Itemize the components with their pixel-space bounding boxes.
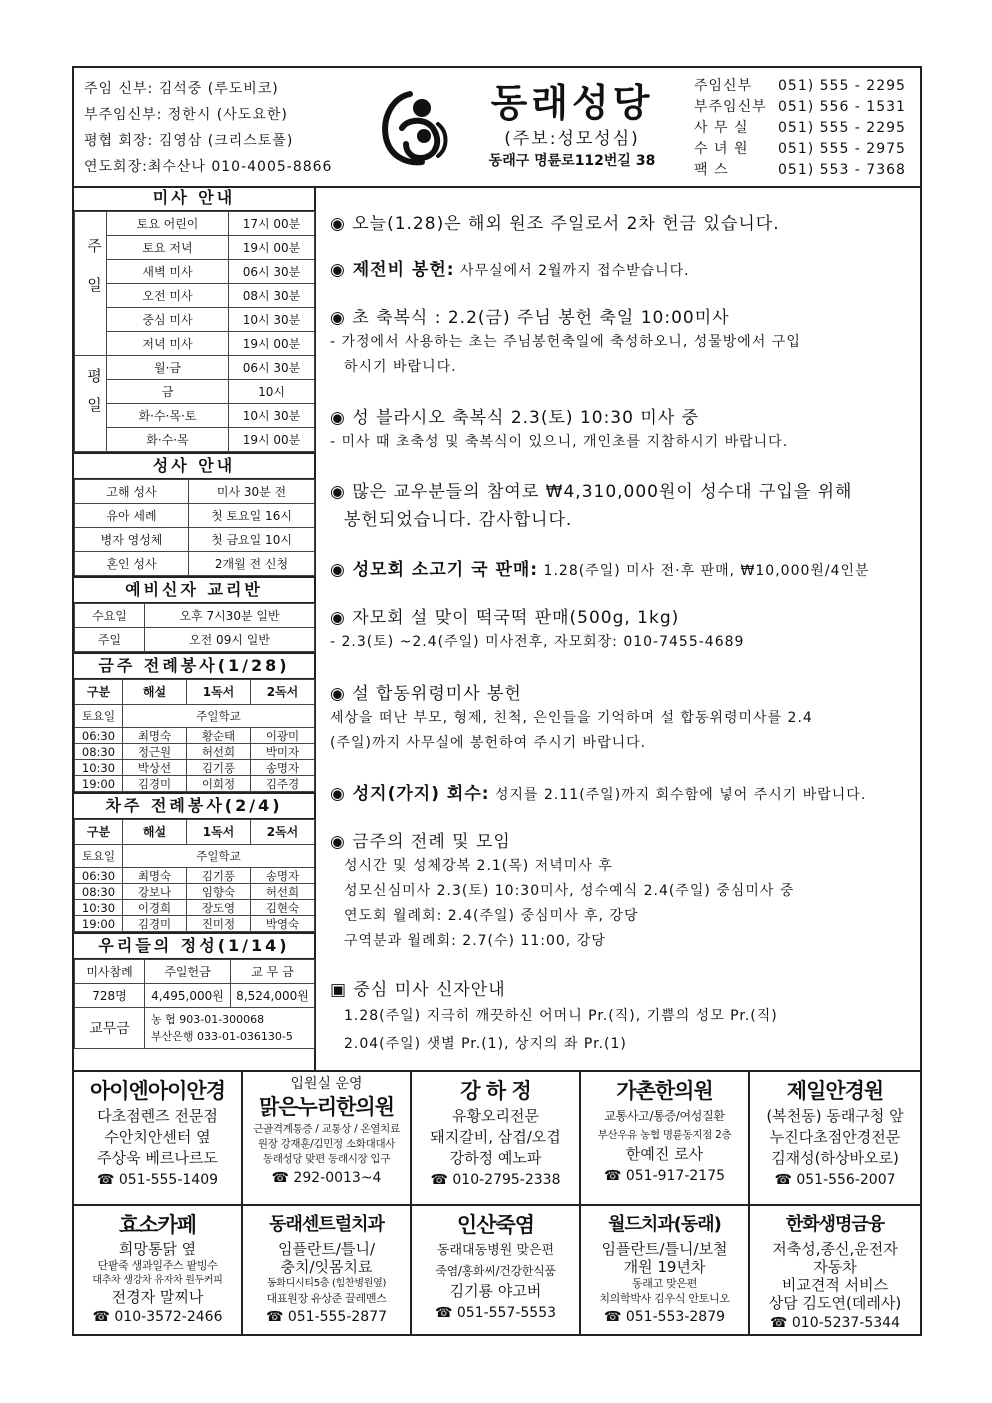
catechumen-title: 예비신자 교리반 [74, 576, 314, 603]
ad-world-dental: 월드치과(동래) 임플란트/틀니/보철 개원 19년차 동래고 맞은편 치의학박사 김우식 안토니오 ☎ 051-553-2879 [581, 1206, 750, 1336]
title-box [462, 78, 682, 172]
ad-hanwha-life: 한화생명금융 저축성,종신,운전자 자동차 비교견적 서비스 상담 김도연(데레사) ☎ 010-5237-5344 [768, 1214, 902, 1331]
ad-hyoso-cafe: 효소카페 희망통닭 옆 단팥죽 생과일주스 팥빙수 대추차 생강차 유자차 원두커피 전경자 말찌나 ☎ 010-3572-2466 [74, 1206, 243, 1336]
notices [316, 186, 920, 1070]
parish-logo-icon [372, 84, 458, 170]
staff-assistant: 부주임신부: 정한시 (사도요한) [84, 107, 288, 123]
catechumen-table: 수요일 오후 7시30분 일반 주일 오전 09시 일반 [74, 603, 315, 652]
patron: (주보:성모성심) [504, 129, 640, 149]
staff-council: 평협 회장: 김영삼 (크리스토폴) [84, 133, 294, 149]
contact-row: 팩 스 051) 553 - 7368 [694, 162, 906, 178]
ad-row-1 [74, 1072, 920, 1204]
mass-title: 미사 안내 [74, 186, 314, 211]
service-next-title: 차주 전례봉사(2/4) [74, 792, 314, 819]
left-column [74, 186, 316, 1070]
bulletin-sheet [72, 66, 922, 1336]
ad-row-2 [74, 1204, 920, 1336]
notice-4: ◉ 성 블라시오 축복식 2.3(토) 10:30 미사 중 - 미사 때 초축성 및 축복식이 있으니, 개인초를 지참하시기 바랍니다. [330, 408, 789, 450]
contacts [694, 76, 916, 181]
notice-3: ◉ 초 축복식 : 2.2(금) 주님 봉헌 축일 10:00미사 - 가정에서 사용하는 초는 주님봉헌축일에 축성하오니, 성물방에서 구입 하시기 바랍니다. [330, 308, 801, 375]
contact-row: 부주임신부 051) 556 - 1531 [694, 99, 906, 115]
notice-10: ◉ 금주의 전례 및 모임 성시간 및 성체강복 2.1(목) 저녁미사 후 성모신심미사 2.3(토) 10:30미사, 성수예식 2.4(주일) 중심미사 중 연도회 월례회: 2.4(주일) 중심미사 후, 강당 구역분과 월례회: 2.7(수) 11:00, 강당 [330, 832, 795, 949]
notice-6: ◉ 성모회 소고기 국 판매: 1.28(주일) 미사 전·후 판매, ₩10,000원/4인분 [330, 560, 870, 580]
ad-central-dental: 동래센트럴치과 임플란트/틀니/ 충치/잇몸치료 동화디시티5층 (힘찬병원옆) 대표원장 유상준 끌레멘스 ☎ 051-555-2877 [243, 1206, 412, 1336]
weekday-label: 평일 [75, 356, 107, 452]
offering-title: 우리들의 정성(1/14) [74, 932, 314, 959]
ads [74, 1070, 920, 1336]
contact-row: 사 무 실 051) 555 - 2295 [694, 120, 906, 136]
notice-7: ◉ 자모회 설 맞이 떡국떡 판매(500g, 1kg) - 2.3(토) ~2.4(주일) 미사전후, 자모회장: 010-7455-4689 [330, 608, 745, 650]
contact-row: 주임신부 051) 555 - 2295 [694, 78, 906, 94]
parish-title: 동래성당 [490, 81, 654, 125]
ad-jeil-glasses: 제일안경원 (복천동) 동래구청 앞 누진다초점안경전문 김재성(하상바오로) ☎ 051-556-2007 [766, 1079, 904, 1188]
ad-insan-bamboo-salt: 인산죽염 동래대동병원 맞은편 죽염/홍화씨/건강한식품 김기룡 야고버 ☎ 051-557-5553 [412, 1206, 581, 1336]
staff-yeondo: 연도회장:최수산나 010-4005-8866 [84, 159, 333, 175]
notice-9: ◉ 성지(가지) 회수: 성지를 2.11(주일)까지 회수함에 넣어 주시기 바랍니다. [330, 784, 867, 804]
notice-8: ◉ 설 합동위령미사 봉헌 세상을 떠난 부모, 형제, 친척, 은인들을 기억하며 설 합동위령미사를 2.4 (주일)까지 사무실에 봉헌하여 주시기 바랍니다. [330, 684, 813, 751]
ad-ini-glasses: 아이엔아이안경 다초점렌즈 전문점 수안치안센터 옆 주상욱 베르나르도 ☎ 051-555-1409 [74, 1072, 243, 1204]
service-next-table: 구분 해설 1독서 2독서 토요일 주일학교 06:30 최명숙 김기풍 송명자 08:30 강보나 임향숙 허선희 10:30 이경희 장도영 김현숙 19:00 김경미 진미정 박영숙 [74, 819, 315, 932]
address: 동래구 명륜로112번길 38 [488, 153, 656, 169]
staff-pastor: 주임 신부: 김석중 (루도비코) [84, 81, 279, 97]
notice-11: ▣ 중심 미사 신자안내 1.28(주일) 지극히 깨끗하신 어머니 Pr.(직), 기쁨의 성모 Pr.(직) 2.04(주일) 샛별 Pr.(1), 상지의 좌 Pr.(1) [330, 980, 778, 1052]
sunday-label: 주일 [75, 212, 107, 356]
sacrament-title: 성사 안내 [74, 452, 314, 479]
notice-5: ◉ 많은 교우분들의 참여로 ₩4,310,000원이 성수대 구입을 위해 봉헌되었습니다. 감사합니다. [330, 482, 853, 530]
header [74, 68, 920, 188]
ad-gachon-clinic: 가촌한의원 교통사고/통증/여성질환 부산우유 농협 명륜동지점 2층 한예진 로사 ☎ 051-917-2175 [581, 1072, 750, 1204]
service-this-table: 구분 해설 1독서 2독서 토요일 주일학교 06:30 최명숙 황순태 이광미 08:30 정근원 허선희 박미자 10:30 박상선 김기풍 송명자 19:00 김경미 이희정 김주경 [74, 679, 315, 792]
staff-list [84, 76, 374, 180]
offering-table: 미사참례 주일헌금 교 무 금 728명 4,495,000원 8,524,000원 교무금 농 협 903-01-300068 부산은행 033-01-036130-5 [74, 959, 315, 1049]
contact-row: 수 녀 원 051) 555 - 2975 [694, 141, 906, 157]
ad-kanghajeong: 강 하 정 유황오리전문 돼지갈비, 삼겹/오겹 강하정 예노파 ☎ 010-2795-2338 [412, 1072, 581, 1204]
notice-1: ◉ 오늘(1.28)은 해외 원조 주일로서 2차 헌금 있습니다. [330, 214, 780, 234]
mass-table: 주일 토요 어린이 17시 00분 토요 저녁 19시 00분 새벽 미사 06시 30분 오전 미사 08시 30분 중심 미사 10시 30분 저녁 미사 19시 00분 평일 월·금 06시 30분 금 10시 화·수·목·토 10시 30분 화·수·목 19시 00분 [74, 211, 315, 452]
notice-2: ◉ 제전비 봉헌: 사무실에서 2월까지 접수받습니다. [330, 260, 690, 280]
sacrament-table: 고해 성사 미사 30분 전 유아 세례 첫 토요일 16시 병자 영성체 첫 금요일 10시 혼인 성사 2개월 전 신청 [74, 479, 315, 576]
service-this-title: 금주 전례봉사(1/28) [74, 652, 314, 679]
ad-malgeunnuri: 입원실 운영 맑은누리한의원 근골격계통증 / 교통상 / 온열치료 원장 강재훈/김민정 소화대대사 동래성당 맞편 동래시장 입구 ☎ 292-0013~4 [243, 1072, 412, 1204]
